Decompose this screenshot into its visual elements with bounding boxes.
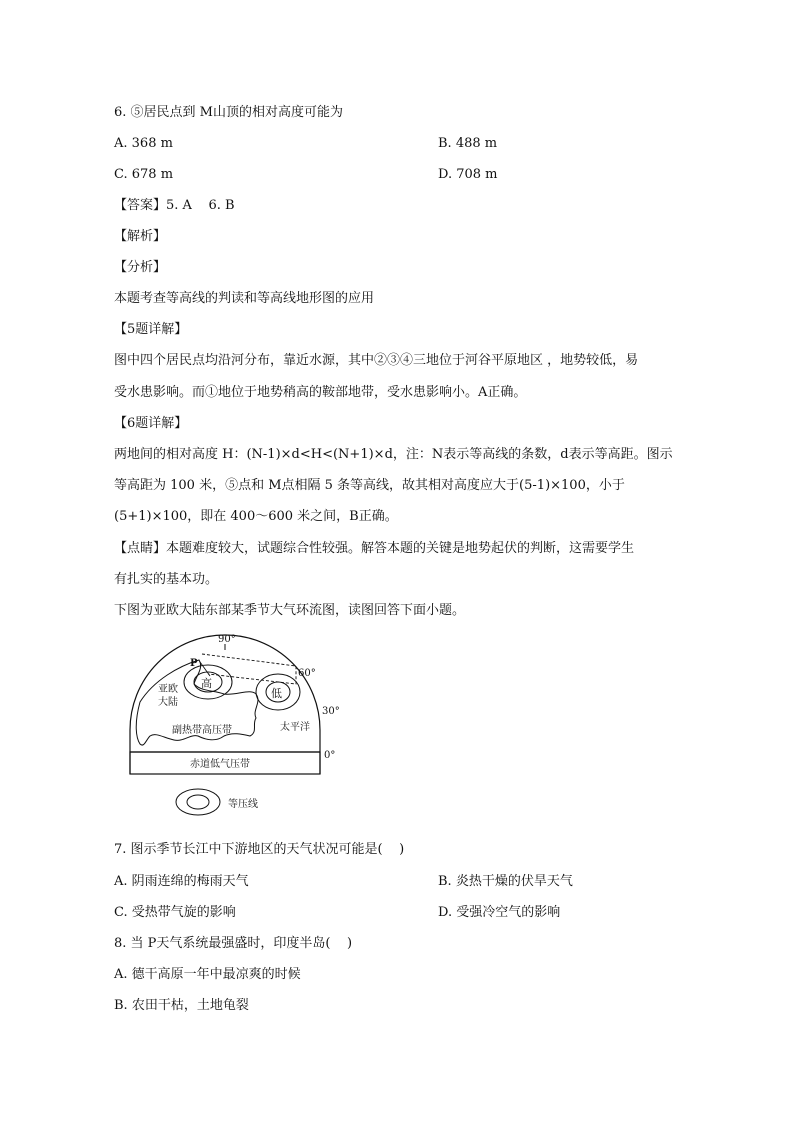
fenxi-heading: 【分析】 [114, 260, 167, 275]
dianjing-text-1: 本题难度较大，试题综合性较强。解答本题的关键是地势起伏的判断，这需要学生 [166, 541, 635, 556]
q7-option-b: B. 炎热干燥的伏旱天气 [438, 874, 573, 889]
q7-option-c: C. 受热带气旋的影响 [114, 905, 236, 920]
q7-option-a: A. 阴雨连绵的梅雨天气 [114, 874, 249, 889]
atmospheric-circulation-figure [124, 632, 356, 818]
dianjing-line-1 [114, 540, 634, 558]
q8-stem: 8. 当 P天气系统最强盛时，印度半岛( ) [114, 936, 353, 951]
legend-isobar-outer [176, 789, 220, 815]
answer-line: 【答案】5. A 6. B [114, 198, 235, 213]
q6-detail-heading: 【6题详解】 [114, 416, 188, 431]
dianjing-heading: 【点睛】 [114, 541, 167, 556]
q5-detail-line-1: 图中四个居民点均沿河分布，靠近水源，其中②③④三地位于河谷平原地区 ，地势较低，易 [114, 353, 639, 368]
high-label: 高 [201, 677, 212, 690]
figure-intro: 下图为亚欧大陆东部某季节大气环流图，读图回答下面小题。 [114, 603, 466, 618]
continent-label-1: 亚欧 [158, 684, 178, 695]
pacific-label: 太平洋 [280, 722, 310, 733]
dashed-region [202, 654, 296, 684]
q5-detail-line-2: 受水患影响。而①地位于地势稍高的鞍部地带，受水患影响小。A正确。 [114, 385, 527, 400]
q8-option-b: B. 农田干枯，土地龟裂 [114, 998, 249, 1013]
legend-isobar-label: 等压线 [228, 799, 258, 810]
low-label: 低 [271, 687, 282, 700]
p-label: P [190, 658, 198, 669]
lat-30-label: 30° [322, 706, 340, 717]
continent-label-2: 大陆 [158, 697, 178, 708]
q6-option-c: C. 678 m [114, 167, 174, 182]
legend-isobar-inner [187, 795, 209, 809]
dianjing-line-2: 有扎实的基本功。 [114, 572, 219, 587]
q6-detail-line-2: 等高距为 100 米，⑤点和 M点相隔 5 条等高线，故其相对高度应大于(5-1)×100，小于 [114, 478, 625, 493]
lat-90-label: 90° [218, 634, 236, 645]
q6-detail-line-1: 两地间的相对高度 H：(N-1)×d<H<(N+1)×d，注：N表示等高线的条数，d表示等高距。图示 [114, 447, 673, 462]
q6-option-a: A. 368 m [114, 136, 173, 151]
lat-0-label: 0° [324, 750, 336, 761]
q6-stem: 6. ⑤居民点到 M山顶的相对高度可能为 [114, 105, 343, 120]
subtropical-high-label: 副热带高压带 [172, 725, 232, 736]
p-pointer [200, 662, 210, 676]
q6-option-b: B. 488 m [438, 136, 498, 151]
q6-option-d: D. 708 m [438, 167, 498, 182]
analysis-heading: 【解析】 [114, 229, 167, 244]
q7-stem: 7. 图示季节长江中下游地区的天气状况可能是( ) [114, 842, 405, 857]
q6-detail-line-3: (5+1)×100，即在 400～600 米之间，B正确。 [114, 509, 398, 524]
q7-option-d: D. 受强冷空气的影响 [438, 905, 561, 920]
fenxi-text: 本题考查等高线的判读和等高线地形图的应用 [114, 291, 375, 306]
lat-60-label: 60° [298, 668, 316, 679]
equatorial-low-label: 赤道低气压带 [190, 759, 250, 770]
q5-detail-heading: 【5题详解】 [114, 322, 188, 337]
q8-option-a: A. 德干高原一年中最凉爽的时候 [114, 967, 301, 982]
